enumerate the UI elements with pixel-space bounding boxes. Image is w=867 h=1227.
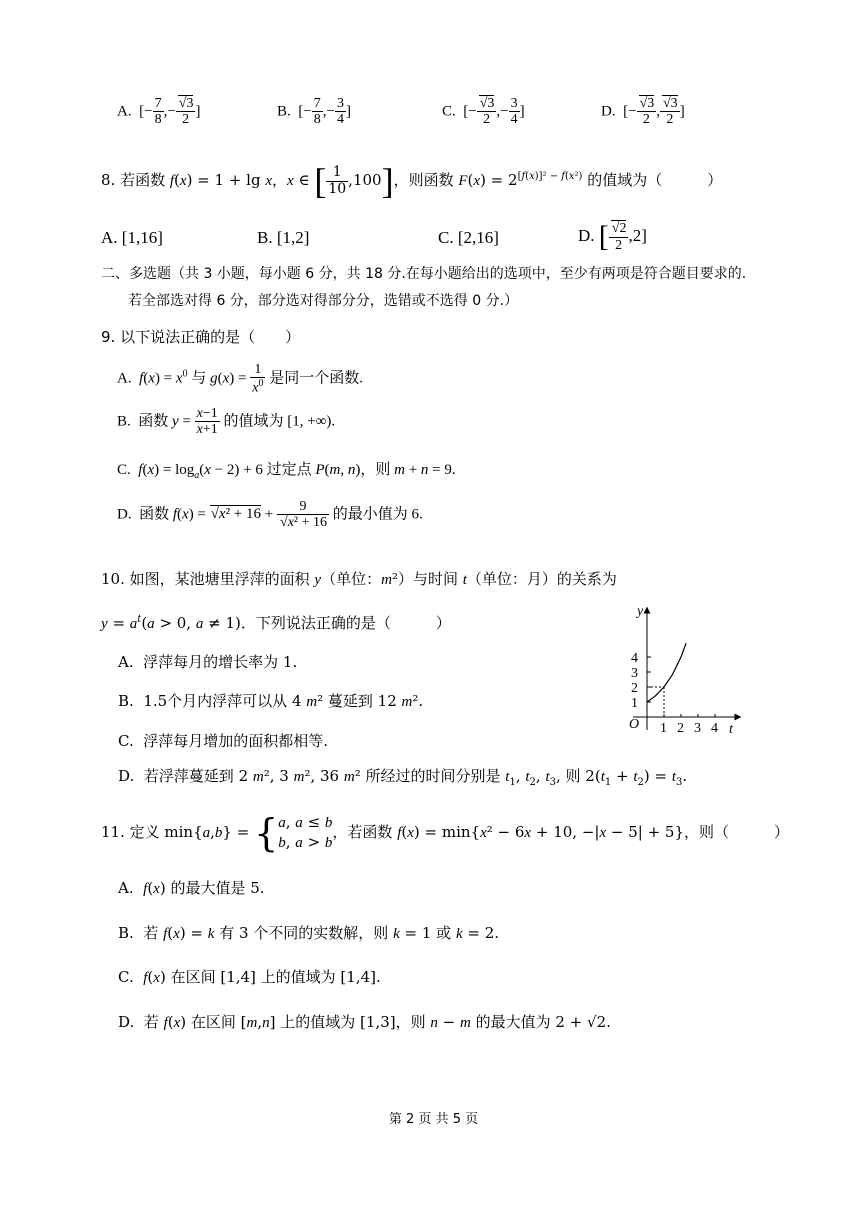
q7-option-a[interactable]: A. [− $\frac{7}{8}$ ,− $\frac{√3}{2}$ ] xyxy=(117,96,201,128)
section-2-heading: 二、多选题（共 3 小题，每小题 6 分，共 18 分.在每小题给出的选项中，至少有两项是符合题目要求的. xyxy=(101,266,747,282)
q7-option-d[interactable]: D. [− $\frac{√3}{2}$ , $\frac{√3}{2}$ ] xyxy=(601,96,685,128)
q10-option-c[interactable] xyxy=(118,730,328,751)
origin-label: O xyxy=(629,717,640,732)
x-axis-label: t xyxy=(729,722,733,737)
option-label: C. xyxy=(438,228,454,247)
option-label: A. xyxy=(101,228,118,247)
y-tick-label: 1 xyxy=(631,696,638,711)
q7-option-b[interactable]: B. [− $\frac{7}{8}$ ,− $\frac{3}{4}$ ] xyxy=(277,96,351,128)
question-8-stem: 8. 若函数 f(x) = 1 + lg x，x ∈ [ $\frac{1}{10}$ ,100]，则函数 $F(x) = 2^{[f(x)]^2 - f(x^2)}$ 的值域为（ ） xyxy=(101,161,723,201)
x-tick-label: 1 xyxy=(660,721,667,736)
q8-option-b[interactable] xyxy=(257,228,309,248)
y-tick-label: 4 xyxy=(631,651,638,666)
option-text: [1,16] xyxy=(121,228,163,247)
option-label: C. xyxy=(118,732,134,750)
option-label: C. xyxy=(442,103,456,120)
page-footer: 第 2 页 共 5 页 xyxy=(388,1112,479,1127)
x-tick-label: 2 xyxy=(677,721,684,736)
section-2-instructions: 若全部选对得 6 分，部分选对得部分分，选错或不选得 0 分.） xyxy=(128,293,519,309)
option-label: A. xyxy=(117,103,132,120)
q9-option-b[interactable]: B. 函数 y = $\frac{x-1}{x+1}$ 的值域为 [1, +∞). xyxy=(117,406,336,438)
option-label: D. xyxy=(601,103,616,120)
q10-option-a[interactable] xyxy=(118,651,297,672)
option-label: B. xyxy=(257,228,273,247)
q11-option-a[interactable]: A. f(x) 的最大值是 5. xyxy=(118,879,265,897)
q10-option-b[interactable]: B. 1.5个月内浮萍可以从 4 m² 蔓延到 12 m². xyxy=(118,692,424,710)
question-11-stem: 11. 定义 min{a,b} = {a, a ≤ b b, a > b，若函数 f(x) = min{x² − 6x + 10, −|x − 5| + 5}，则（ ） xyxy=(101,811,790,855)
q8-option-c[interactable] xyxy=(438,228,499,248)
q9-option-a[interactable]: A. $f(x) = x^0$ 与 g(x) = $\frac{1}{x^0}$ 是同一个函数. xyxy=(117,362,363,397)
series-line xyxy=(647,643,686,702)
q11-option-b[interactable]: B. 若 f(x) = k 有 3 个不同的实数解，则 k = 1 或 k = 2. xyxy=(118,924,500,942)
option-label: B. xyxy=(277,103,291,120)
option-text: 浮萍每月的增长率为 1. xyxy=(143,653,298,671)
question-10-stem: 10. 如图，某池塘里浮萍的面积 y（单位：m²）与时间 t（单位：月）的关系为 xyxy=(101,570,617,588)
x-tick-label: 3 xyxy=(694,721,701,736)
q11-option-d[interactable]: D. 若 f(x) 在区间 [m,n] 上的值域为 [1,3]，则 n − m 的最大值为 2 + √2. xyxy=(118,1013,611,1031)
q8-option-d[interactable]: D. [ $\frac{√2}{2}$ ,2] xyxy=(578,220,647,253)
question-10-stem-2: $y = a^t(a > 0$, a ≠ 1)．下列说法正确的是（ ） xyxy=(101,614,451,632)
option-text: 浮萍每月增加的面积都相等. xyxy=(143,732,329,750)
q11-option-c[interactable]: C. f(x) 在区间 [1,4] 上的值域为 [1,4]. xyxy=(118,968,381,986)
q9-option-c[interactable]: C. $f(x) = \log_a(x - 2) + 6$ 过定点 P(m, n)，则 m + n = 9. xyxy=(117,462,456,481)
q9-option-d[interactable]: D. 函数 f(x) = √x² + 16 + $\frac{9}{\text{√x² + 16}}$ 的最小值为 6. xyxy=(117,499,423,531)
q10-option-d[interactable]: D. 若浮萍蔓延到 2 m², 3 m², 36 m² 所经过的时间分别是 $t_1$, $t_2$, $t_3$, 则 $2(t_1 + t_2) = t_3$. xyxy=(118,767,688,788)
y-tick-label: 2 xyxy=(631,681,638,696)
option-text: [1,2] xyxy=(276,228,310,247)
option-text: [2,16] xyxy=(457,228,499,247)
y-tick-label: 3 xyxy=(631,666,638,681)
q10-graph xyxy=(615,600,745,740)
option-label: A. xyxy=(118,653,134,671)
x-tick-label: 4 xyxy=(711,721,718,736)
y-axis-label: y xyxy=(637,604,644,619)
q7-option-c[interactable]: C. [− $\frac{√3}{2}$ ,− $\frac{3}{4}$ ] xyxy=(442,96,525,128)
q8-option-a[interactable] xyxy=(101,228,163,248)
option-label: D. xyxy=(578,225,595,245)
question-9-stem: 9. 以下说法正确的是（ ） xyxy=(101,328,301,346)
